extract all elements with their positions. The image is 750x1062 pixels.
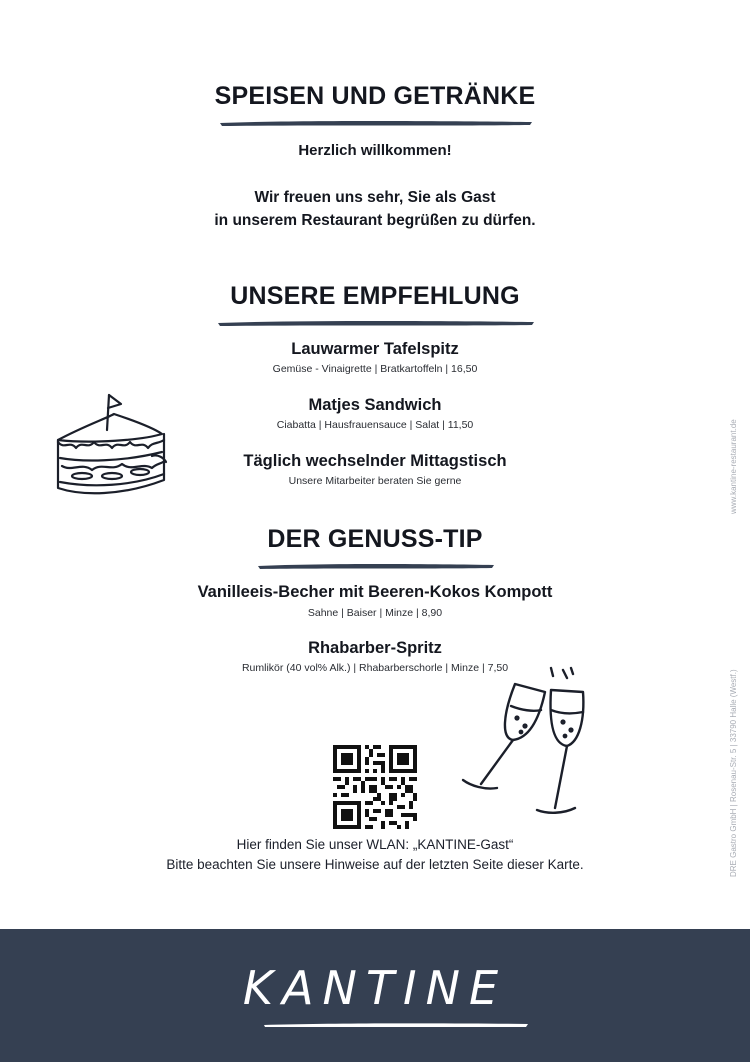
menu-item-name: Matjes Sandwich: [308, 396, 442, 414]
title-underline: [256, 561, 496, 571]
menu-item-desc: Gemüse - Vinaigrette | Bratkartoffeln | 16,50: [272, 363, 478, 375]
section-title-empfehlung: UNSERE EMPFEHLUNG: [230, 282, 520, 310]
logo-underline: [262, 1021, 530, 1029]
champagne-glasses-icon: [455, 662, 590, 822]
wlan-info: Hier finden Sie unser WLAN: „KANTINE-Gast“: [236, 837, 514, 852]
qr-code[interactable]: [333, 745, 417, 829]
section-title-speisen: SPEISEN UND GETRÄNKE: [214, 82, 536, 110]
kantine-logo: KANTINE: [242, 961, 508, 1015]
title-underline: [216, 318, 536, 328]
menu-item-name: Vanilleeis-Becher mit Beeren-Kokos Kompott: [197, 583, 553, 601]
section-title-genuss: DER GENUSS-TIP: [267, 525, 483, 553]
footer-bar: [0, 929, 750, 1062]
website-text: www.kantine-restaurant.de: [729, 419, 738, 514]
menu-item-name: Lauwarmer Tafelspitz: [291, 340, 459, 358]
menu-item-desc: Unsere Mitarbeiter beraten Sie gerne: [288, 475, 462, 487]
sandwich-icon: [52, 392, 172, 507]
title-underline: [218, 118, 534, 128]
menu-item-name: Rhabarber-Spritz: [308, 639, 442, 657]
notice-text: Bitte beachten Sie unsere Hinweise auf der letzten Seite dieser Karte.: [166, 857, 584, 872]
menu-item-desc: Ciabatta | Hausfrauensauce | Salat | 11,50: [276, 419, 474, 431]
intro-line-1: Wir freuen uns sehr, Sie als Gast: [254, 189, 496, 206]
menu-item-name: Täglich wechselnder Mittagstisch: [243, 452, 507, 470]
menu-item-desc: Sahne | Baiser | Minze | 8,90: [307, 607, 443, 619]
address-text: DRE Gastro GmbH | Rosenau-Str. 5 | 33790 Halle (Westf.): [729, 669, 738, 877]
intro-line-2: in unserem Restaurant begrüßen zu dürfen.: [214, 212, 536, 229]
menu-item-desc: Rumlikör (40 vol% Alk.) | Rhabarberschorle | Minze | 7,50: [241, 662, 509, 674]
welcome-text: Herzlich willkommen!: [298, 142, 452, 159]
